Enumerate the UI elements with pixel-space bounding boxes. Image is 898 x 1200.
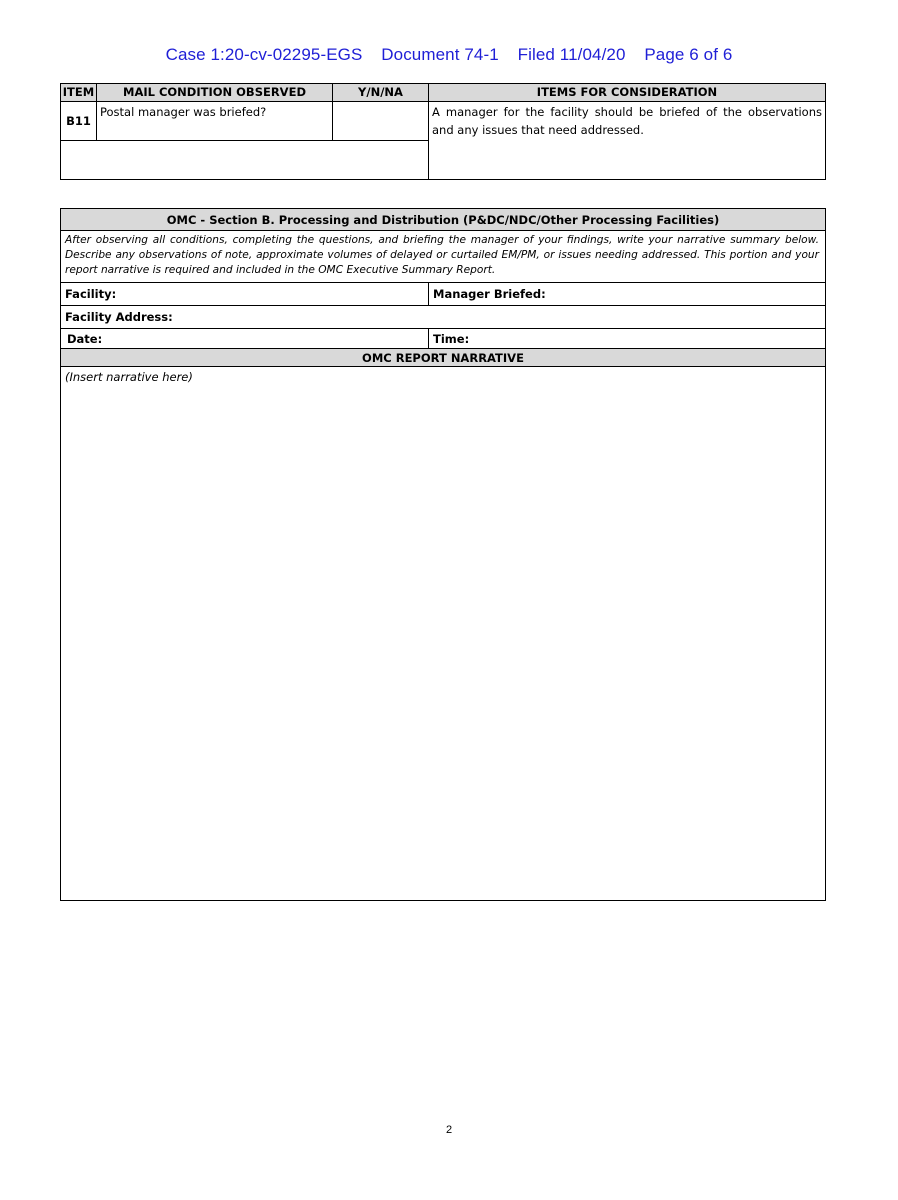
items-table-header: [61, 84, 826, 102]
facility-address-label: Facility Address:: [65, 310, 173, 324]
section-b-instructions: After observing all conditions, completing the questions, and briefing the manager of your findings, write your narrative summary below. Describe any observations of note, approximate volumes of delayed or curtailed EM/PM, or issues needing addressed. This portion and your report narrative is required and included in the OMC Executive Summary Report.: [61, 231, 826, 283]
page-number: 2: [445, 1124, 453, 1136]
filed-date: Filed 11/04/20: [517, 45, 626, 64]
document-number: Document 74-1: [381, 45, 499, 64]
condition-text: Postal manager was briefed?: [100, 105, 267, 119]
narrative-area[interactable]: [61, 367, 826, 901]
time-field[interactable]: [429, 329, 826, 349]
item-id-cell: [61, 102, 97, 141]
consideration-cell: [429, 102, 826, 180]
narrative-title: OMC REPORT NARRATIVE: [61, 349, 826, 367]
facility-field[interactable]: [61, 283, 429, 306]
date-label: Date:: [67, 331, 103, 346]
time-label: Time:: [433, 331, 470, 346]
header-consideration: ITEMS FOR CONSIDERATION: [429, 84, 826, 102]
manager-briefed-field[interactable]: [429, 283, 826, 306]
case-number: Case 1:20-cv-02295-EGS: [165, 45, 363, 64]
case-header: [0, 45, 898, 65]
facility-label: Facility:: [65, 287, 117, 301]
blank-notes-cell[interactable]: [61, 141, 429, 180]
consideration-text: A manager for the facility should be briefed of the observations and any issues that need addressed.: [432, 105, 822, 137]
narrative-placeholder: (Insert narrative here): [65, 370, 193, 384]
items-table: [60, 83, 826, 180]
date-field[interactable]: [61, 329, 429, 349]
header-mail-condition: MAIL CONDITION OBSERVED: [97, 84, 333, 102]
header-item: ITEM: [61, 84, 97, 102]
header-ynna: Y/N/NA: [333, 84, 429, 102]
ynna-value[interactable]: [333, 102, 428, 104]
ynna-cell[interactable]: [333, 102, 429, 141]
manager-briefed-label: Manager Briefed:: [433, 287, 546, 301]
section-b-form: [60, 208, 826, 901]
section-b-title: OMC - Section B. Processing and Distribution (P&DC/NDC/Other Processing Facilities): [61, 209, 826, 231]
facility-address-field[interactable]: [61, 306, 826, 329]
table-row: [61, 102, 826, 141]
item-id: B11: [66, 114, 91, 128]
page-of: Page 6 of 6: [644, 45, 733, 64]
condition-cell: [97, 102, 333, 141]
